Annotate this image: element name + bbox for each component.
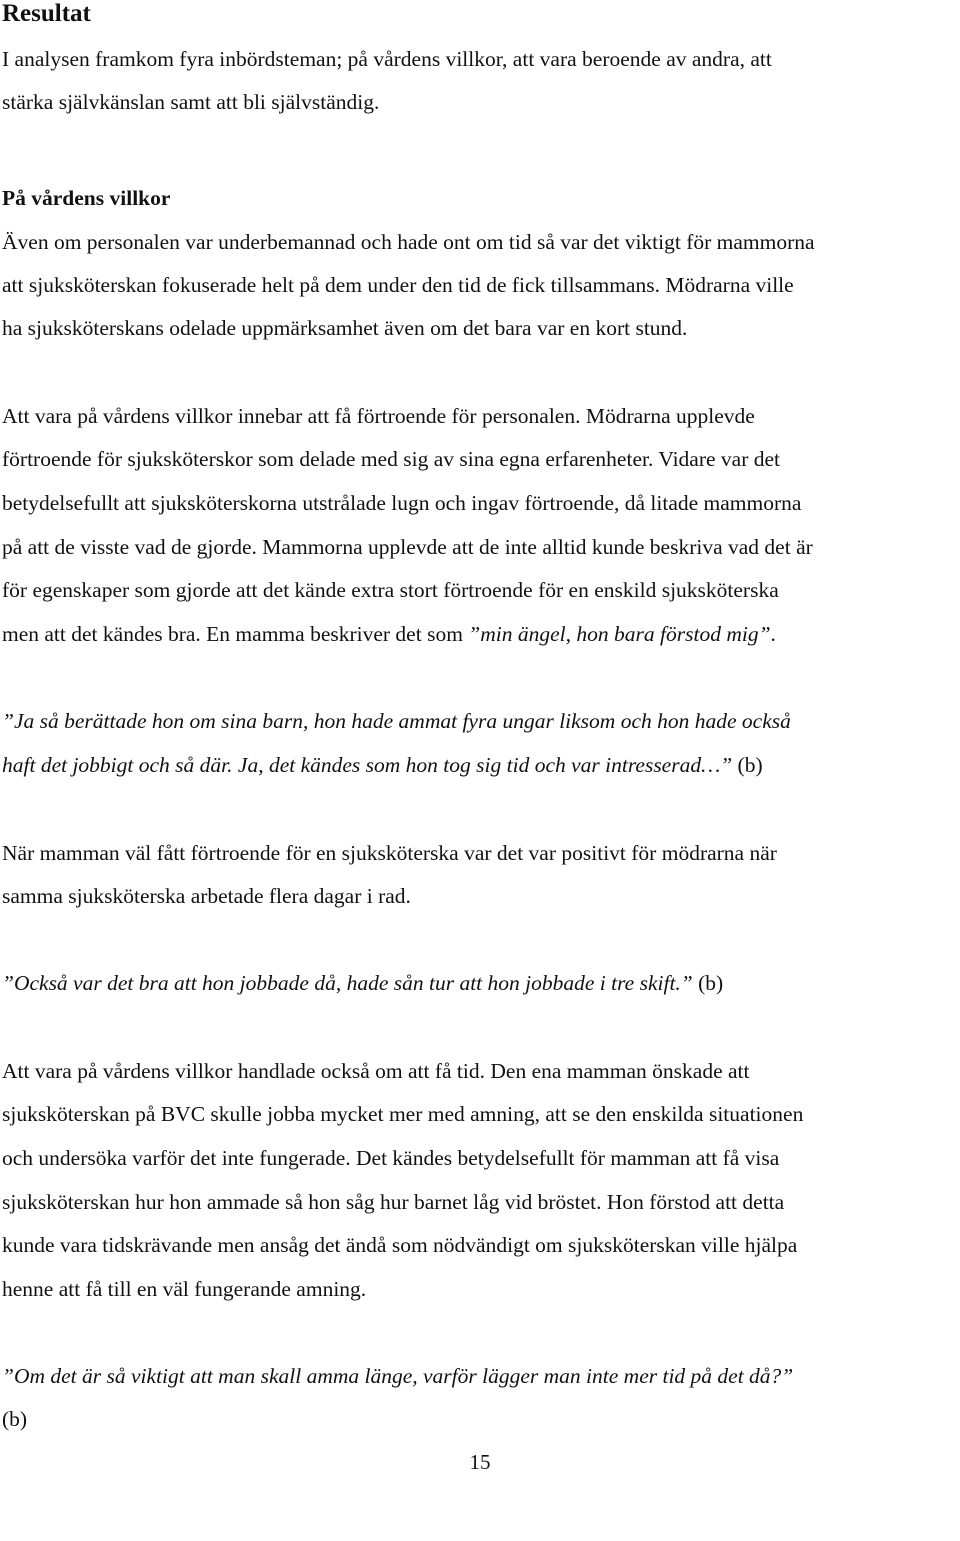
paragraph-2-line: för egenskaper som gjorde att det kände extra stort förtroende för en enskild sjuksköterska (2, 578, 779, 602)
paragraph-4-line: kunde vara tidskrävande men ansåg det ändå som nödvändigt om sjuksköterskan ville hjälpa (2, 1233, 798, 1257)
quote-1-line (2, 752, 956, 778)
paragraph-1-line: att sjuksköterskan fokuserade helt på dem under den tid de fick tillsammans. Mödrarna ville (2, 273, 794, 297)
page-number: 15 (469, 1450, 491, 1474)
paragraph-4-line: och undersöka varför det inte fungerade. Det kändes betydelsefullt för mamman att få visa (2, 1146, 780, 1170)
section-title: På vårdens villkor (2, 186, 171, 210)
paragraph-2-line: förtroende för sjuksköterskor som delade med sig av sina egna erfarenheter. Vidare var det (2, 447, 780, 471)
paragraph-2-line: på att de visste vad de gjorde. Mammorna upplevde att de inte alltid kunde beskriva vad det är (2, 535, 813, 559)
quote-1-line: ”Ja så berättade hon om sina barn, hon hade ammat fyra ungar liksom och hon hade också (2, 709, 791, 733)
paragraph-2-line (2, 621, 956, 647)
paragraph-1-line: Även om personalen var underbemannad och hade ont om tid så var det viktigt för mammorna (2, 230, 815, 254)
paragraph-4-line: sjuksköterskan på BVC skulle jobba mycket mer med amning, att se den enskilda situationen (2, 1102, 804, 1126)
quote-1-reference: (b) (732, 753, 763, 777)
paragraph-1-line: ha sjuksköterskans odelade uppmärksamhet även om det bara var en kort stund. (2, 316, 688, 340)
paragraph-4-line: henne att få till en väl fungerande amning. (2, 1277, 367, 1301)
paragraph-2-text: men att det kändes bra. En mamma beskriver det som (2, 622, 469, 646)
paragraph-2-line: Att vara på vårdens villkor innebar att få förtroende för personalen. Mödrarna upplevde (2, 404, 755, 428)
intro-line-1: I analysen framkom fyra inbördsteman; på vårdens villkor, att vara beroende av andra, att (2, 47, 772, 71)
quote-3-line: ”Om det är så viktigt att man skall amma länge, varför lägger man inte mer tid på det då?” (2, 1364, 794, 1388)
paragraph-4-line: sjuksköterskan hur hon ammade så hon såg hur barnet låg vid bröstet. Hon förstod att detta (2, 1190, 785, 1214)
quote-3-reference: (b) (2, 1407, 28, 1431)
paragraph-3-line: samma sjuksköterska arbetade flera dagar i rad. (2, 884, 411, 908)
quote-2-line (2, 970, 956, 996)
inline-quote: ”min ängel, hon bara förstod mig” (468, 622, 771, 646)
paragraph-4-line: Att vara på vårdens villkor handlade också om att få tid. Den ena mamman önskade att (2, 1059, 750, 1083)
paragraph-3-line: När mamman väl fått förtroende för en sjuksköterska var det var positivt för mödrarna när (2, 841, 777, 865)
quote-2-text: ”Också var det bra att hon jobbade då, hade sån tur att hon jobbade i tre skift.” (2, 971, 693, 995)
intro-line-2: stärka självkänslan samt att bli självständig. (2, 90, 380, 114)
quote-2-reference: (b) (692, 971, 724, 995)
paragraph-2-line: betydelsefullt att sjuksköterskorna utstrålade lugn och ingav förtroende, då litade mammorna (2, 491, 802, 515)
paragraph-2-end: . (770, 622, 776, 646)
page-title: Resultat (2, 0, 91, 27)
quote-1-text: haft det jobbigt och så där. Ja, det kändes som hon tog sig tid och var intresserad…” (2, 753, 733, 777)
